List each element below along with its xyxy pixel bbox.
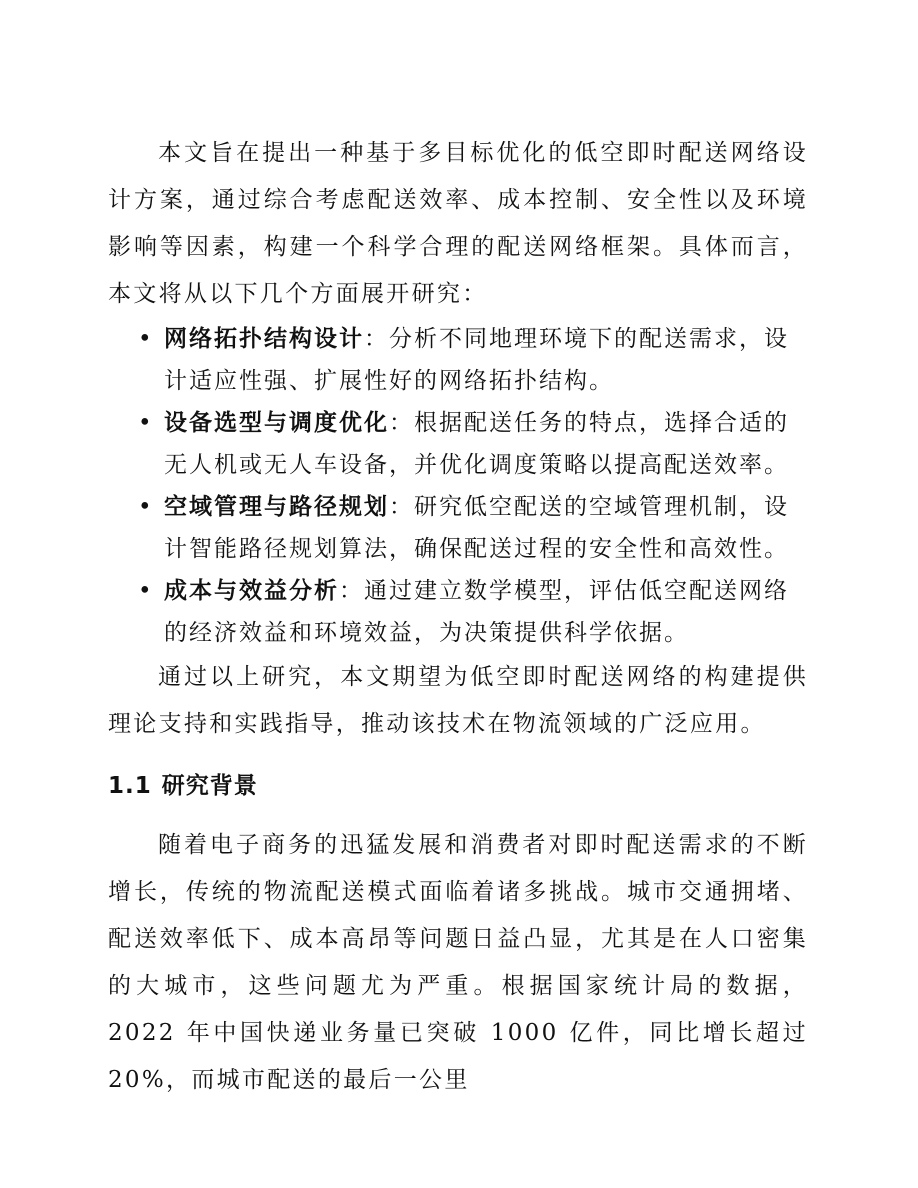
bullet-dot-icon: • — [138, 410, 154, 436]
section-heading — [108, 766, 258, 806]
bullet-text: ：根据配送任务的特点，选择合适的无人机或无人车设备，并优化调度策略以提高配送效率。 — [164, 410, 789, 478]
bullet-dot-icon: • — [138, 578, 154, 604]
list-item — [108, 486, 808, 570]
bullet-text: ：通过建立数学模型，评估低空配送网络的经济效益和环境效益，为决策提供科学依据。 — [164, 578, 789, 646]
bullet-text: ：分析不同地理环境下的配送需求，设计适应性强、扩展性好的网络拓扑结构。 — [164, 326, 789, 394]
intro-paragraph: 本文旨在提出一种基于多目标优化的低空即时配送网络设计方案，通过综合考虑配送效率、成本控制、安全性以及环境影响等因素，构建一个科学合理的配送网络框架。具体而言，本文将从以下几个方面展开研究： — [108, 140, 808, 307]
bullet-dot-icon: • — [138, 326, 154, 352]
list-item — [108, 570, 808, 654]
section-title: 研究背景 — [161, 773, 258, 799]
bullet-text: ：研究低空配送的空域管理机制，设计智能路径规划算法，确保配送过程的安全性和高效性。 — [164, 494, 789, 562]
bullet-title: 网络拓扑结构设计 — [164, 326, 364, 352]
research-aspects-list — [108, 318, 808, 654]
conclusion-paragraph: 通过以上研究，本文期望为低空即时配送网络的构建提供理论支持和实践指导，推动该技术在物流领域的广泛应用。 — [108, 664, 808, 737]
list-item — [108, 318, 808, 402]
bullet-title: 设备选型与调度优化 — [164, 410, 389, 436]
section-number: 1.1 — [108, 773, 152, 799]
list-item — [108, 402, 808, 486]
bullet-dot-icon: • — [138, 494, 154, 520]
background-paragraph: 随着电子商务的迅猛发展和消费者对即时配送需求的不断增长，传统的物流配送模式面临着诸多挑战。城市交通拥堵、配送效率低下、成本高昂等问题日益凸显，尤其是在人口密集的大城市，这些问题尤为严重。根据国家统计局的数据，2022 年中国快递业务量已突破 1000 亿件，同比增长超过 20%，而城市配送的最后一公里 — [108, 832, 808, 1093]
bullet-title: 成本与效益分析 — [164, 578, 339, 604]
bullet-title: 空域管理与路径规划 — [164, 494, 389, 520]
